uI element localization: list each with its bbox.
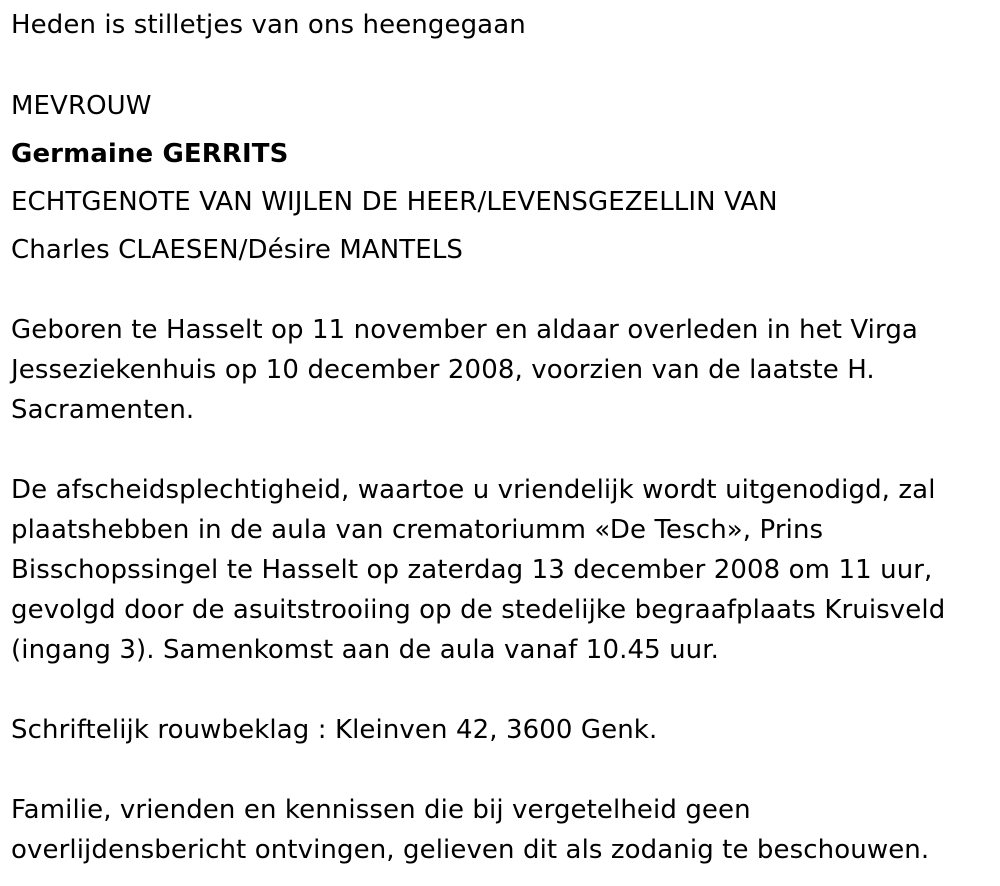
honorific-title: MEVROUW <box>11 91 152 121</box>
deceased-name: Germaine GERRITS <box>11 139 289 169</box>
relation-label: ECHTGENOTE VAN WIJLEN DE HEER/LEVENSGEZELLIN VAN <box>11 187 778 217</box>
paragraph-line: De afscheidsplechtigheid, waartoe u vriendelijk wordt uitgenodigd, zal <box>11 475 936 505</box>
condolence-address <box>11 710 991 750</box>
ceremony-paragraph <box>11 470 991 670</box>
paragraph-line: Bisschopssingel te Hasselt op zaterdag 13 december 2008 om 11 uur, <box>11 555 933 585</box>
paragraph-line: overlijdensbericht ontvingen, gelieven dit als zodanig te beschouwen. <box>11 835 930 865</box>
paragraph-line: Schriftelijk rouwbeklag : Kleinven 42, 3600 Genk. <box>11 715 658 745</box>
partner-names: Charles CLAESEN/Désire MANTELS <box>11 235 464 265</box>
paragraph-line: plaatshebben in de aula van crematoriumm «De Tesch», Prins <box>11 515 824 545</box>
paragraph-line: gevolgd door de asuitstrooiing op de stedelijke begraafplaats Kruisveld <box>11 595 946 625</box>
paragraph-line: (ingang 3). Samenkomst aan de aula vanaf 10.45 uur. <box>11 635 720 665</box>
paragraph-line: Sacramenten. <box>11 395 195 425</box>
paragraph-line: Jesseziekenhuis op 10 december 2008, voorzien van de laatste H. <box>11 355 875 385</box>
paragraph-line: Geboren te Hasselt op 11 november en aldaar overleden in het Virga <box>11 315 918 345</box>
birth-death-paragraph <box>11 310 991 430</box>
closing-paragraph <box>11 790 991 870</box>
paragraph-line: Familie, vrienden en kennissen die bij vergetelheid geen <box>11 795 751 825</box>
intro-text: Heden is stilletjes van ons heengegaan <box>11 10 526 40</box>
